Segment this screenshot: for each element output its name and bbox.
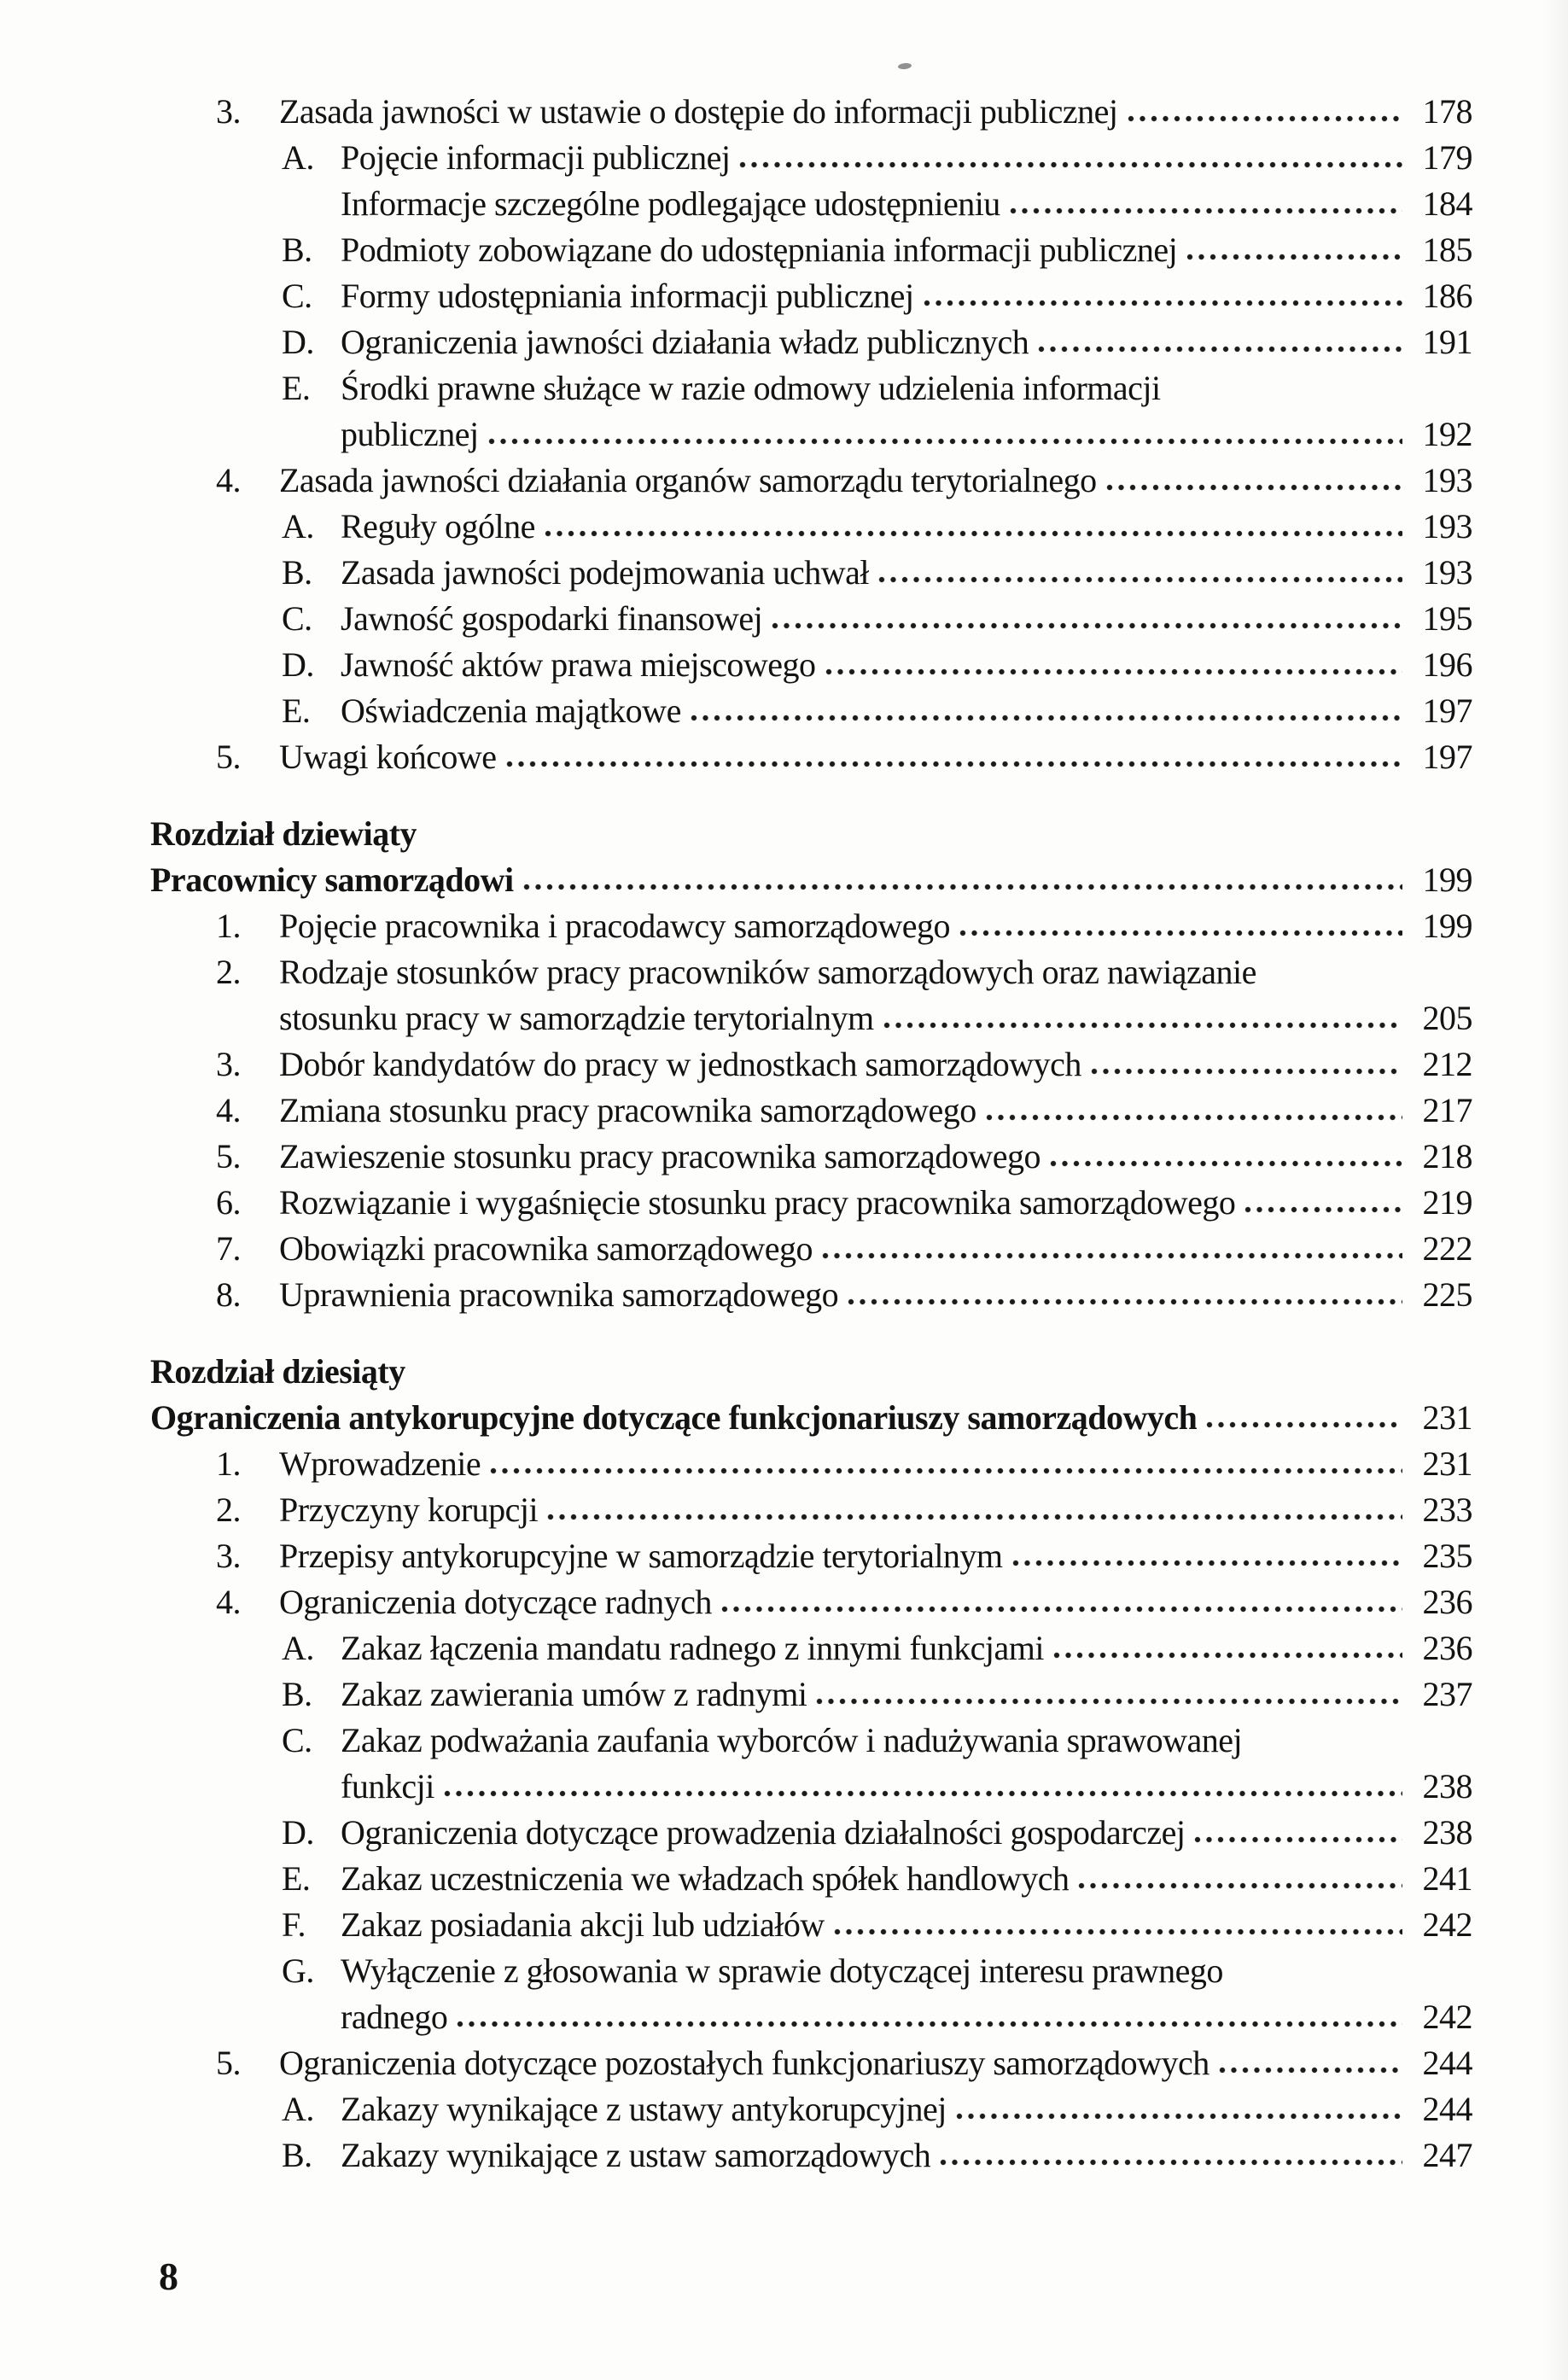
entry-label: 7. bbox=[216, 1229, 241, 1268]
entry-page-number: 185 bbox=[1422, 230, 1472, 269]
entry-text: Zasada jawności podejmowania uchwał bbox=[341, 553, 869, 592]
entry-text: Zakaz podważania zaufania wyborców i nadużywania sprawowanej bbox=[341, 1721, 1243, 1759]
toc-row bbox=[150, 1134, 1472, 1180]
dot-leader bbox=[1218, 2066, 1402, 2074]
entry-label: 4. bbox=[216, 1091, 241, 1129]
entry-text: Uprawnienia pracownika samorządowego bbox=[279, 1275, 839, 1314]
toc-row bbox=[150, 1948, 1472, 1994]
entry-label: E. bbox=[282, 1859, 311, 1898]
entry-page-number: 193 bbox=[1422, 461, 1472, 499]
toc-row bbox=[150, 995, 1472, 1041]
toc-row bbox=[150, 89, 1472, 135]
entry-page-number: 186 bbox=[1422, 277, 1472, 315]
entry-page-number: 238 bbox=[1422, 1813, 1472, 1852]
entry-label: 6. bbox=[216, 1183, 241, 1222]
toc-row bbox=[150, 227, 1472, 273]
toc-row bbox=[150, 365, 1472, 411]
entry-label: 3. bbox=[216, 1537, 241, 1575]
dot-leader bbox=[923, 299, 1402, 307]
entry-text: Uwagi końcowe bbox=[279, 738, 497, 776]
toc-row bbox=[150, 1180, 1472, 1226]
entry-label: D. bbox=[282, 323, 314, 361]
chapter-heading bbox=[150, 1349, 1472, 1395]
entry-label: 1. bbox=[216, 1444, 241, 1483]
entry-page-number: 178 bbox=[1422, 92, 1472, 131]
dot-leader bbox=[1009, 207, 1402, 215]
entry-label: D. bbox=[282, 645, 314, 684]
entry-text: Środki prawne służące w razie odmowy udzielenia informacji bbox=[341, 369, 1161, 407]
entry-text: Przepisy antykorupcyjne w samorządzie terytorialnym bbox=[279, 1537, 1003, 1575]
entry-page-number: 235 bbox=[1422, 1537, 1472, 1575]
toc-row bbox=[150, 1764, 1472, 1810]
toc-row bbox=[150, 1088, 1472, 1134]
entry-page-number: 237 bbox=[1422, 1675, 1472, 1713]
entry-page-number: 212 bbox=[1422, 1045, 1472, 1083]
dot-leader bbox=[738, 160, 1402, 169]
toc-row bbox=[150, 734, 1472, 780]
entry-text: Zakaz posiadania akcji lub udziałów bbox=[341, 1905, 825, 1944]
entry-text: Zasada jawności działania organów samorządu terytorialnego bbox=[279, 461, 1097, 499]
entry-page-number: 244 bbox=[1422, 2044, 1472, 2082]
toc-row bbox=[150, 319, 1472, 365]
toc-row bbox=[150, 2040, 1472, 2086]
entry-label: 8. bbox=[216, 1275, 241, 1314]
entry-text: Wprowadzenie bbox=[279, 1444, 481, 1483]
entry-text: Zakazy wynikające z ustaw samorządowych bbox=[341, 2136, 931, 2174]
toc-row bbox=[150, 1856, 1472, 1902]
entry-label: D. bbox=[282, 1813, 314, 1852]
chapter-heading bbox=[150, 811, 1472, 857]
dot-leader bbox=[771, 621, 1402, 630]
entry-text: Zawieszenie stosunku pracy pracownika samorządowego bbox=[279, 1137, 1040, 1175]
toc-row bbox=[150, 1487, 1472, 1533]
entry-label: E. bbox=[282, 691, 311, 730]
dot-leader bbox=[1105, 483, 1402, 492]
entry-label: 5. bbox=[216, 1137, 241, 1175]
entry-page-number: 244 bbox=[1422, 2090, 1472, 2128]
entry-text: Zakaz łączenia mandatu radnego z innymi funkcjami bbox=[341, 1629, 1045, 1667]
entry-label: A. bbox=[282, 507, 314, 545]
entry-text: Przyczyny korupcji bbox=[279, 1490, 539, 1529]
entry-page-number: 197 bbox=[1422, 738, 1472, 776]
dot-leader bbox=[1090, 1067, 1402, 1076]
dot-leader bbox=[955, 2112, 1402, 2120]
toc-row bbox=[150, 1041, 1472, 1088]
toc-row bbox=[150, 596, 1472, 642]
toc-row bbox=[150, 949, 1472, 995]
entry-page-number: 238 bbox=[1422, 1767, 1472, 1805]
entry-text: Jawność gospodarki finansowej bbox=[341, 599, 763, 638]
entry-label: C. bbox=[282, 599, 312, 638]
entry-page-number: 179 bbox=[1422, 138, 1472, 177]
dot-leader bbox=[489, 1467, 1402, 1475]
entry-text: Podmioty zobowiązane do udostępniania informacji publicznej bbox=[341, 230, 1178, 269]
toc-row bbox=[150, 135, 1472, 181]
entry-text: Zmiana stosunku pracy pracownika samorządowego bbox=[279, 1091, 976, 1129]
entry-text: Rozdział dziesiąty bbox=[150, 1352, 405, 1391]
toc-row bbox=[150, 2086, 1472, 2132]
entry-text: Pojęcie pracownika i pracodawcy samorządowego bbox=[279, 907, 951, 945]
entry-page-number: 197 bbox=[1422, 691, 1472, 730]
entry-text: Pojęcie informacji publicznej bbox=[341, 138, 731, 177]
dot-leader bbox=[1011, 1559, 1402, 1567]
entry-page-number: 199 bbox=[1422, 860, 1472, 899]
entry-page-number: 242 bbox=[1422, 1998, 1472, 2036]
page-number: 8 bbox=[159, 2255, 178, 2298]
entry-text: Rozwiązanie i wygaśnięcie stosunku pracy pracownika samorządowego bbox=[279, 1183, 1236, 1222]
entry-label: 2. bbox=[216, 1490, 241, 1529]
entry-text: Ograniczenia antykorupcyjne dotyczące funkcjonariuszy samorządowych bbox=[150, 1398, 1198, 1437]
entry-text: stosunku pracy w samorządzie terytorialnym bbox=[279, 999, 874, 1037]
entry-page-number: 233 bbox=[1422, 1490, 1472, 1529]
dot-leader bbox=[825, 668, 1402, 676]
entry-text: Rozdział dziewiąty bbox=[150, 814, 417, 853]
entry-label: G. bbox=[282, 1951, 314, 1990]
entry-label: B. bbox=[282, 553, 312, 592]
entry-page-number: 193 bbox=[1422, 553, 1472, 592]
dot-leader bbox=[1186, 253, 1402, 261]
entry-label: 3. bbox=[216, 92, 241, 131]
dot-leader bbox=[1205, 1420, 1402, 1429]
entry-text: radnego bbox=[341, 1998, 448, 2036]
dot-leader bbox=[690, 714, 1402, 722]
entry-page-number: 236 bbox=[1422, 1629, 1472, 1667]
entry-text: Dobór kandydatów do pracy w jednostkach samorządowych bbox=[279, 1045, 1081, 1083]
toc-row bbox=[150, 1671, 1472, 1718]
dot-leader bbox=[720, 1605, 1402, 1613]
entry-text: Formy udostępniania informacji publicznej bbox=[341, 277, 914, 315]
dot-leader bbox=[959, 929, 1402, 937]
entry-label: A. bbox=[282, 138, 314, 177]
entry-page-number: 218 bbox=[1422, 1137, 1472, 1175]
dot-leader bbox=[1037, 345, 1402, 353]
dot-leader bbox=[847, 1298, 1402, 1306]
entry-page-number: 231 bbox=[1422, 1444, 1472, 1483]
dot-leader bbox=[883, 1021, 1402, 1030]
entry-text: Ograniczenia dotyczące prowadzenia działalności gospodarczej bbox=[341, 1813, 1186, 1852]
toc-row bbox=[150, 688, 1472, 734]
entry-page-number: 205 bbox=[1422, 999, 1472, 1037]
entry-text: Zakaz zawierania umów z radnymi bbox=[341, 1675, 807, 1713]
entry-label: B. bbox=[282, 2136, 312, 2174]
toc-row bbox=[150, 273, 1472, 319]
entry-page-number: 219 bbox=[1422, 1183, 1472, 1222]
toc-row bbox=[150, 1441, 1472, 1487]
toc-list bbox=[150, 89, 1472, 2179]
entry-page-number: 184 bbox=[1422, 184, 1472, 223]
entry-label: 4. bbox=[216, 461, 241, 499]
entry-label: A. bbox=[282, 1629, 314, 1667]
entry-label: 5. bbox=[216, 738, 241, 776]
dot-leader bbox=[939, 2158, 1402, 2167]
dot-leader bbox=[1127, 114, 1402, 123]
toc-row bbox=[150, 1579, 1472, 1625]
entry-label: 1. bbox=[216, 907, 241, 945]
dot-leader bbox=[544, 529, 1402, 538]
entry-text: Ograniczenia dotyczące radnych bbox=[279, 1583, 712, 1621]
toc-row bbox=[150, 411, 1472, 458]
entry-text: Wyłączenie z głosowania w sprawie dotyczącej interesu prawnego bbox=[341, 1951, 1223, 1990]
dot-leader bbox=[833, 1928, 1402, 1936]
chapter-title-row bbox=[150, 1395, 1472, 1441]
entry-page-number: 231 bbox=[1422, 1398, 1472, 1437]
entry-text: Zasada jawności w ustawie o dostępie do informacji publicznej bbox=[279, 92, 1118, 131]
entry-label: F. bbox=[282, 1905, 306, 1944]
entry-page-number: 236 bbox=[1422, 1583, 1472, 1621]
entry-page-number: 217 bbox=[1422, 1091, 1472, 1129]
dot-leader bbox=[877, 575, 1402, 584]
entry-label: 2. bbox=[216, 953, 241, 991]
toc-row bbox=[150, 1226, 1472, 1272]
chapter-title-row bbox=[150, 857, 1472, 903]
toc-row bbox=[150, 504, 1472, 550]
toc-row bbox=[150, 458, 1472, 504]
scan-speck-artifact bbox=[898, 62, 912, 70]
entry-text: Ograniczenia dotyczące pozostałych funkcjonariuszy samorządowych bbox=[279, 2044, 1210, 2082]
toc-row bbox=[150, 1810, 1472, 1856]
dot-leader bbox=[985, 1113, 1402, 1122]
entry-page-number: 196 bbox=[1422, 645, 1472, 684]
entry-text: Ograniczenia jawności działania władz publicznych bbox=[341, 323, 1029, 361]
entry-page-number: 192 bbox=[1422, 415, 1472, 453]
dot-leader bbox=[443, 1789, 1402, 1798]
entry-text: Rodzaje stosunków pracy pracowników samorządowych oraz nawiązanie bbox=[279, 953, 1256, 991]
entry-page-number: 195 bbox=[1422, 599, 1472, 638]
entry-label: A. bbox=[282, 2090, 314, 2128]
entry-page-number: 199 bbox=[1422, 907, 1472, 945]
entry-text: Pracownicy samorządowi bbox=[150, 860, 514, 899]
toc-row bbox=[150, 1272, 1472, 1318]
toc-row bbox=[150, 1718, 1472, 1764]
dot-leader bbox=[821, 1251, 1402, 1260]
entry-text: Zakaz uczestniczenia we władzach spółek handlowych bbox=[341, 1859, 1070, 1898]
toc-row bbox=[150, 1625, 1472, 1671]
entry-text: Zakazy wynikające z ustawy antykorupcyjnej bbox=[341, 2090, 947, 2128]
scan-edge-shadow bbox=[1542, 0, 1568, 2380]
entry-text: funkcji bbox=[341, 1767, 434, 1805]
dot-leader bbox=[1193, 1835, 1402, 1844]
entry-page-number: 222 bbox=[1422, 1229, 1472, 1268]
toc-row bbox=[150, 1533, 1472, 1579]
dot-leader bbox=[1244, 1205, 1402, 1214]
entry-label: B. bbox=[282, 230, 312, 269]
toc-row bbox=[150, 1994, 1472, 2040]
entry-label: C. bbox=[282, 1721, 312, 1759]
entry-text: Jawność aktów prawa miejscowego bbox=[341, 645, 816, 684]
dot-leader bbox=[505, 760, 1402, 768]
entry-page-number: 241 bbox=[1422, 1859, 1472, 1898]
dot-leader bbox=[487, 437, 1402, 446]
dot-leader bbox=[815, 1697, 1402, 1706]
entry-page-number: 242 bbox=[1422, 1905, 1472, 1944]
toc-row bbox=[150, 2132, 1472, 2179]
entry-text: Oświadczenia majątkowe bbox=[341, 691, 681, 730]
entry-label: E. bbox=[282, 369, 311, 407]
entry-page-number: 193 bbox=[1422, 507, 1472, 545]
toc-row bbox=[150, 550, 1472, 596]
entry-label: B. bbox=[282, 1675, 312, 1713]
entry-text: publicznej bbox=[341, 415, 479, 453]
dot-leader bbox=[522, 883, 1402, 891]
toc-row bbox=[150, 181, 1472, 227]
entry-text: Reguły ogólne bbox=[341, 507, 535, 545]
toc-row bbox=[150, 642, 1472, 688]
entry-label: C. bbox=[282, 277, 312, 315]
entry-label: 4. bbox=[216, 1583, 241, 1621]
toc-row bbox=[150, 1902, 1472, 1948]
dot-leader bbox=[1077, 1881, 1402, 1890]
entry-text: Informacje szczególne podlegające udostępnieniu bbox=[341, 184, 1000, 223]
dot-leader bbox=[1052, 1651, 1402, 1660]
toc-row bbox=[150, 903, 1472, 949]
dot-leader bbox=[1049, 1159, 1402, 1168]
dot-leader bbox=[546, 1513, 1402, 1521]
entry-label: 3. bbox=[216, 1045, 241, 1083]
entry-page-number: 191 bbox=[1422, 323, 1472, 361]
dot-leader bbox=[456, 2020, 1402, 2028]
entry-text: Obowiązki pracownika samorządowego bbox=[279, 1229, 813, 1268]
entry-label: 5. bbox=[216, 2044, 241, 2082]
entry-page-number: 225 bbox=[1422, 1275, 1472, 1314]
entry-page-number: 247 bbox=[1422, 2136, 1472, 2174]
